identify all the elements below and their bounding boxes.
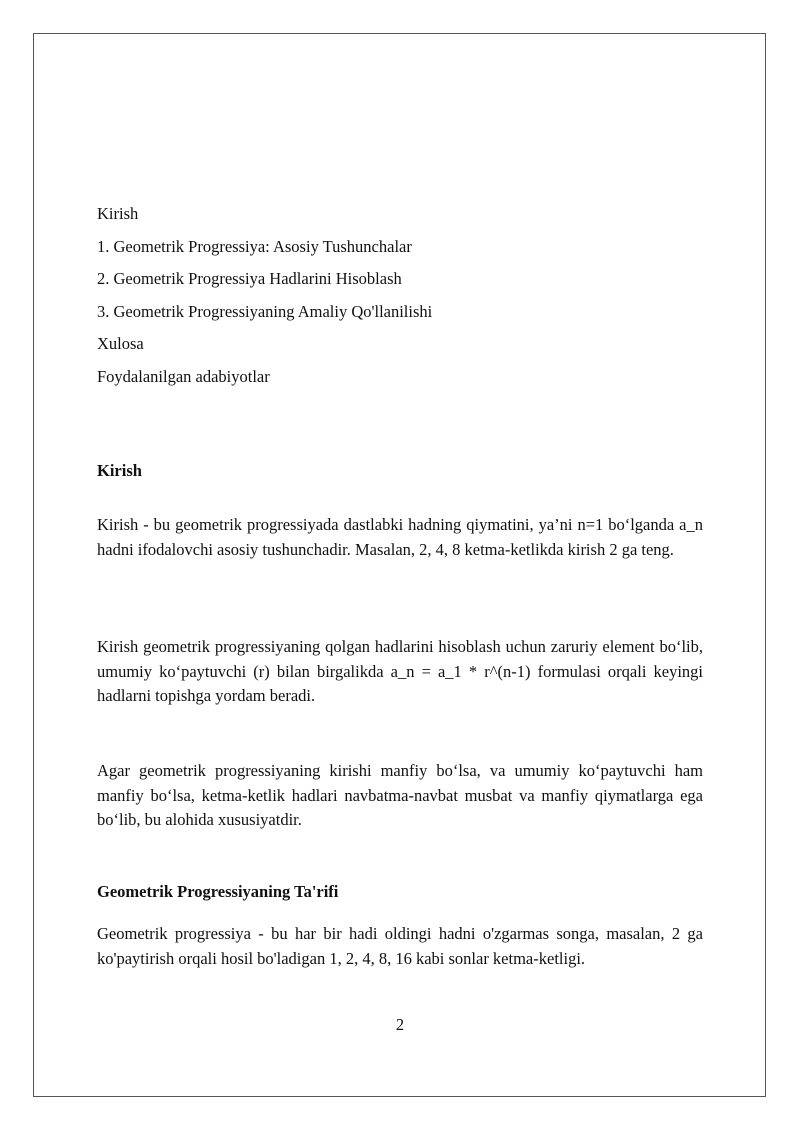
toc-item-introduction: Kirish xyxy=(97,204,139,223)
section-heading-definition: Geometrik Progressiyaning Ta'rifi xyxy=(97,882,339,901)
section-heading-introduction: Kirish xyxy=(97,461,142,480)
toc-item-chapter-1: 1. Geometrik Progressiya: Asosiy Tushunchalar xyxy=(97,236,412,256)
toc-item-references: Foydalanilgan adabiyotlar xyxy=(97,366,270,386)
paragraph-intro-3: Agar geometrik progressiyaning kirishi manfiy bo‘lsa, va umumiy ko‘paytuvchi ham manfiy bo‘lsa, ketma-ketlik hadlari navbatma-navbat musbat va manfiy qiymatlarga ega bo‘lib, bu alohida xususiyatdir. xyxy=(97,761,703,829)
paragraph-intro-2: Kirish geometrik progressiyaning qolgan hadlarini hisoblash uchun zaruriy element bo‘lib, umumiy ko‘paytuvchi (r) bilan birgalikda a_n = a_1 * r^(n-1) formulasi orqali keyingi hadlarni topishga yordam beradi. xyxy=(97,637,703,705)
page-number: 2 xyxy=(395,1015,405,1034)
table-of-contents xyxy=(97,198,703,394)
toc-item-chapter-3: 3. Geometrik Progressiyaning Amaliy Qo'llanilishi xyxy=(97,301,433,321)
toc-item-chapter-2: 2. Geometrik Progressiya Hadlarini Hisoblash xyxy=(97,269,402,289)
toc-item-conclusion: Xulosa xyxy=(97,334,144,354)
paragraph-definition: Geometrik progressiya - bu har bir hadi oldingi hadni o'zgarmas songa, masalan, 2 ga ko'paytirish orqali hosil bo'ladigan 1, 2, 4, 8, 16 kabi sonlar ketma-ketligi. xyxy=(97,924,703,968)
paragraph-intro-1: Kirish - bu geometrik progressiyada dastlabki hadning qiymatini, ya’ni n=1 bo‘lganda a_n hadni ifodalovchi asosiy tushunchadir. Masalan, 2, 4, 8 ketma-ketlikda kirish 2 ga teng. xyxy=(97,515,703,559)
